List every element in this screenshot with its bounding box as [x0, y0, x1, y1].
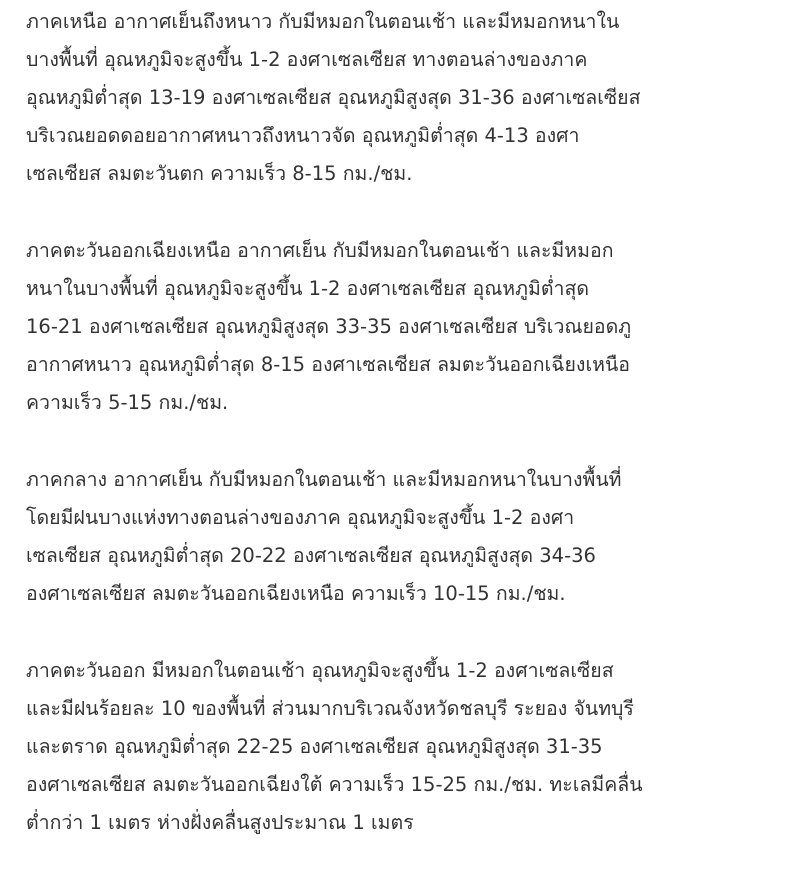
- paragraph-line: 16-21 องศาเซลเซียส อุณหภูมิสูงสุด 33-35 องศาเซลเซียส บริเวณยอดภู: [26, 315, 632, 338]
- paragraph-line: บางพื้นที่ อุณหภูมิจะสูงขึ้น 1-2 องศาเซลเซียส ทางตอนล่างของภาค: [26, 48, 588, 71]
- paragraph-line: และตราด อุณหภูมิต่ำสุด 22-25 องศาเซลเซียส อุณหภูมิสูงสุด 31-35: [26, 735, 603, 758]
- paragraph-line: โดยมีฝนบางแห่งทางตอนล่างของภาค อุณหภูมิจะสูงขึ้น 1-2 องศา: [26, 506, 575, 529]
- paragraph-line: บริเวณยอดดอยอากาศหนาวถึงหนาวจัด อุณหภูมิต่ำสุด 4-13 องศา: [26, 124, 580, 147]
- paragraph-line: ภาคกลาง อากาศเย็น กับมีหมอกในตอนเช้า และมีหมอกหนาในบางพื้นที่: [26, 468, 622, 491]
- forecast-paragraph-northeast: [26, 232, 770, 422]
- paragraph-line: และมีฝนร้อยละ 10 ของพื้นที่ ส่วนมากบริเวณจังหวัดชลบุรี ระยอง จันทบุรี: [26, 697, 634, 720]
- forecast-paragraph-north: [26, 3, 770, 193]
- forecast-paragraph-east: [26, 652, 770, 842]
- paragraph-line: ต่ำกว่า 1 เมตร ห่างฝั่งคลื่นสูงประมาณ 1 เมตร: [26, 811, 414, 834]
- paragraph-line: หนาในบางพื้นที่ อุณหภูมิจะสูงขึ้น 1-2 องศาเซลเซียส อุณหภูมิต่ำสุด: [26, 277, 590, 300]
- forecast-paragraph-central: [26, 461, 770, 613]
- paragraph-line: องศาเซลเซียส ลมตะวันออกเฉียงเหนือ ความเร็ว 10-15 กม./ชม.: [26, 582, 566, 605]
- paragraph-line: อุณหภูมิต่ำสุด 13-19 องศาเซลเซียส อุณหภูมิสูงสุด 31-36 องศาเซลเซียส: [26, 86, 641, 109]
- paragraph-line: ภาคตะวันออกเฉียงเหนือ อากาศเย็น กับมีหมอกในตอนเช้า และมีหมอก: [26, 239, 614, 262]
- paragraph-line: ภาคตะวันออก มีหมอกในตอนเช้า อุณหภูมิจะสูงขึ้น 1-2 องศาเซลเซียส: [26, 659, 614, 682]
- paragraph-line: ภาคเหนือ อากาศเย็นถึงหนาว กับมีหมอกในตอนเช้า และมีหมอกหนาใน: [26, 10, 620, 33]
- paragraph-line: อากาศหนาว อุณหภูมิต่ำสุด 8-15 องศาเซลเซียส ลมตะวันออกเฉียงเหนือ: [26, 353, 631, 376]
- paragraph-line: องศาเซลเซียส ลมตะวันออกเฉียงใต้ ความเร็ว 15-25 กม./ชม. ทะเลมีคลื่น: [26, 773, 643, 796]
- paragraph-line: เซลเซียส อุณหภูมิต่ำสุด 20-22 องศาเซลเซียส อุณหภูมิสูงสุด 34-36: [26, 544, 596, 567]
- paragraph-line: ความเร็ว 5-15 กม./ชม.: [26, 391, 229, 414]
- paragraph-line: เซลเซียส ลมตะวันตก ความเร็ว 8-15 กม./ชม.: [26, 162, 413, 185]
